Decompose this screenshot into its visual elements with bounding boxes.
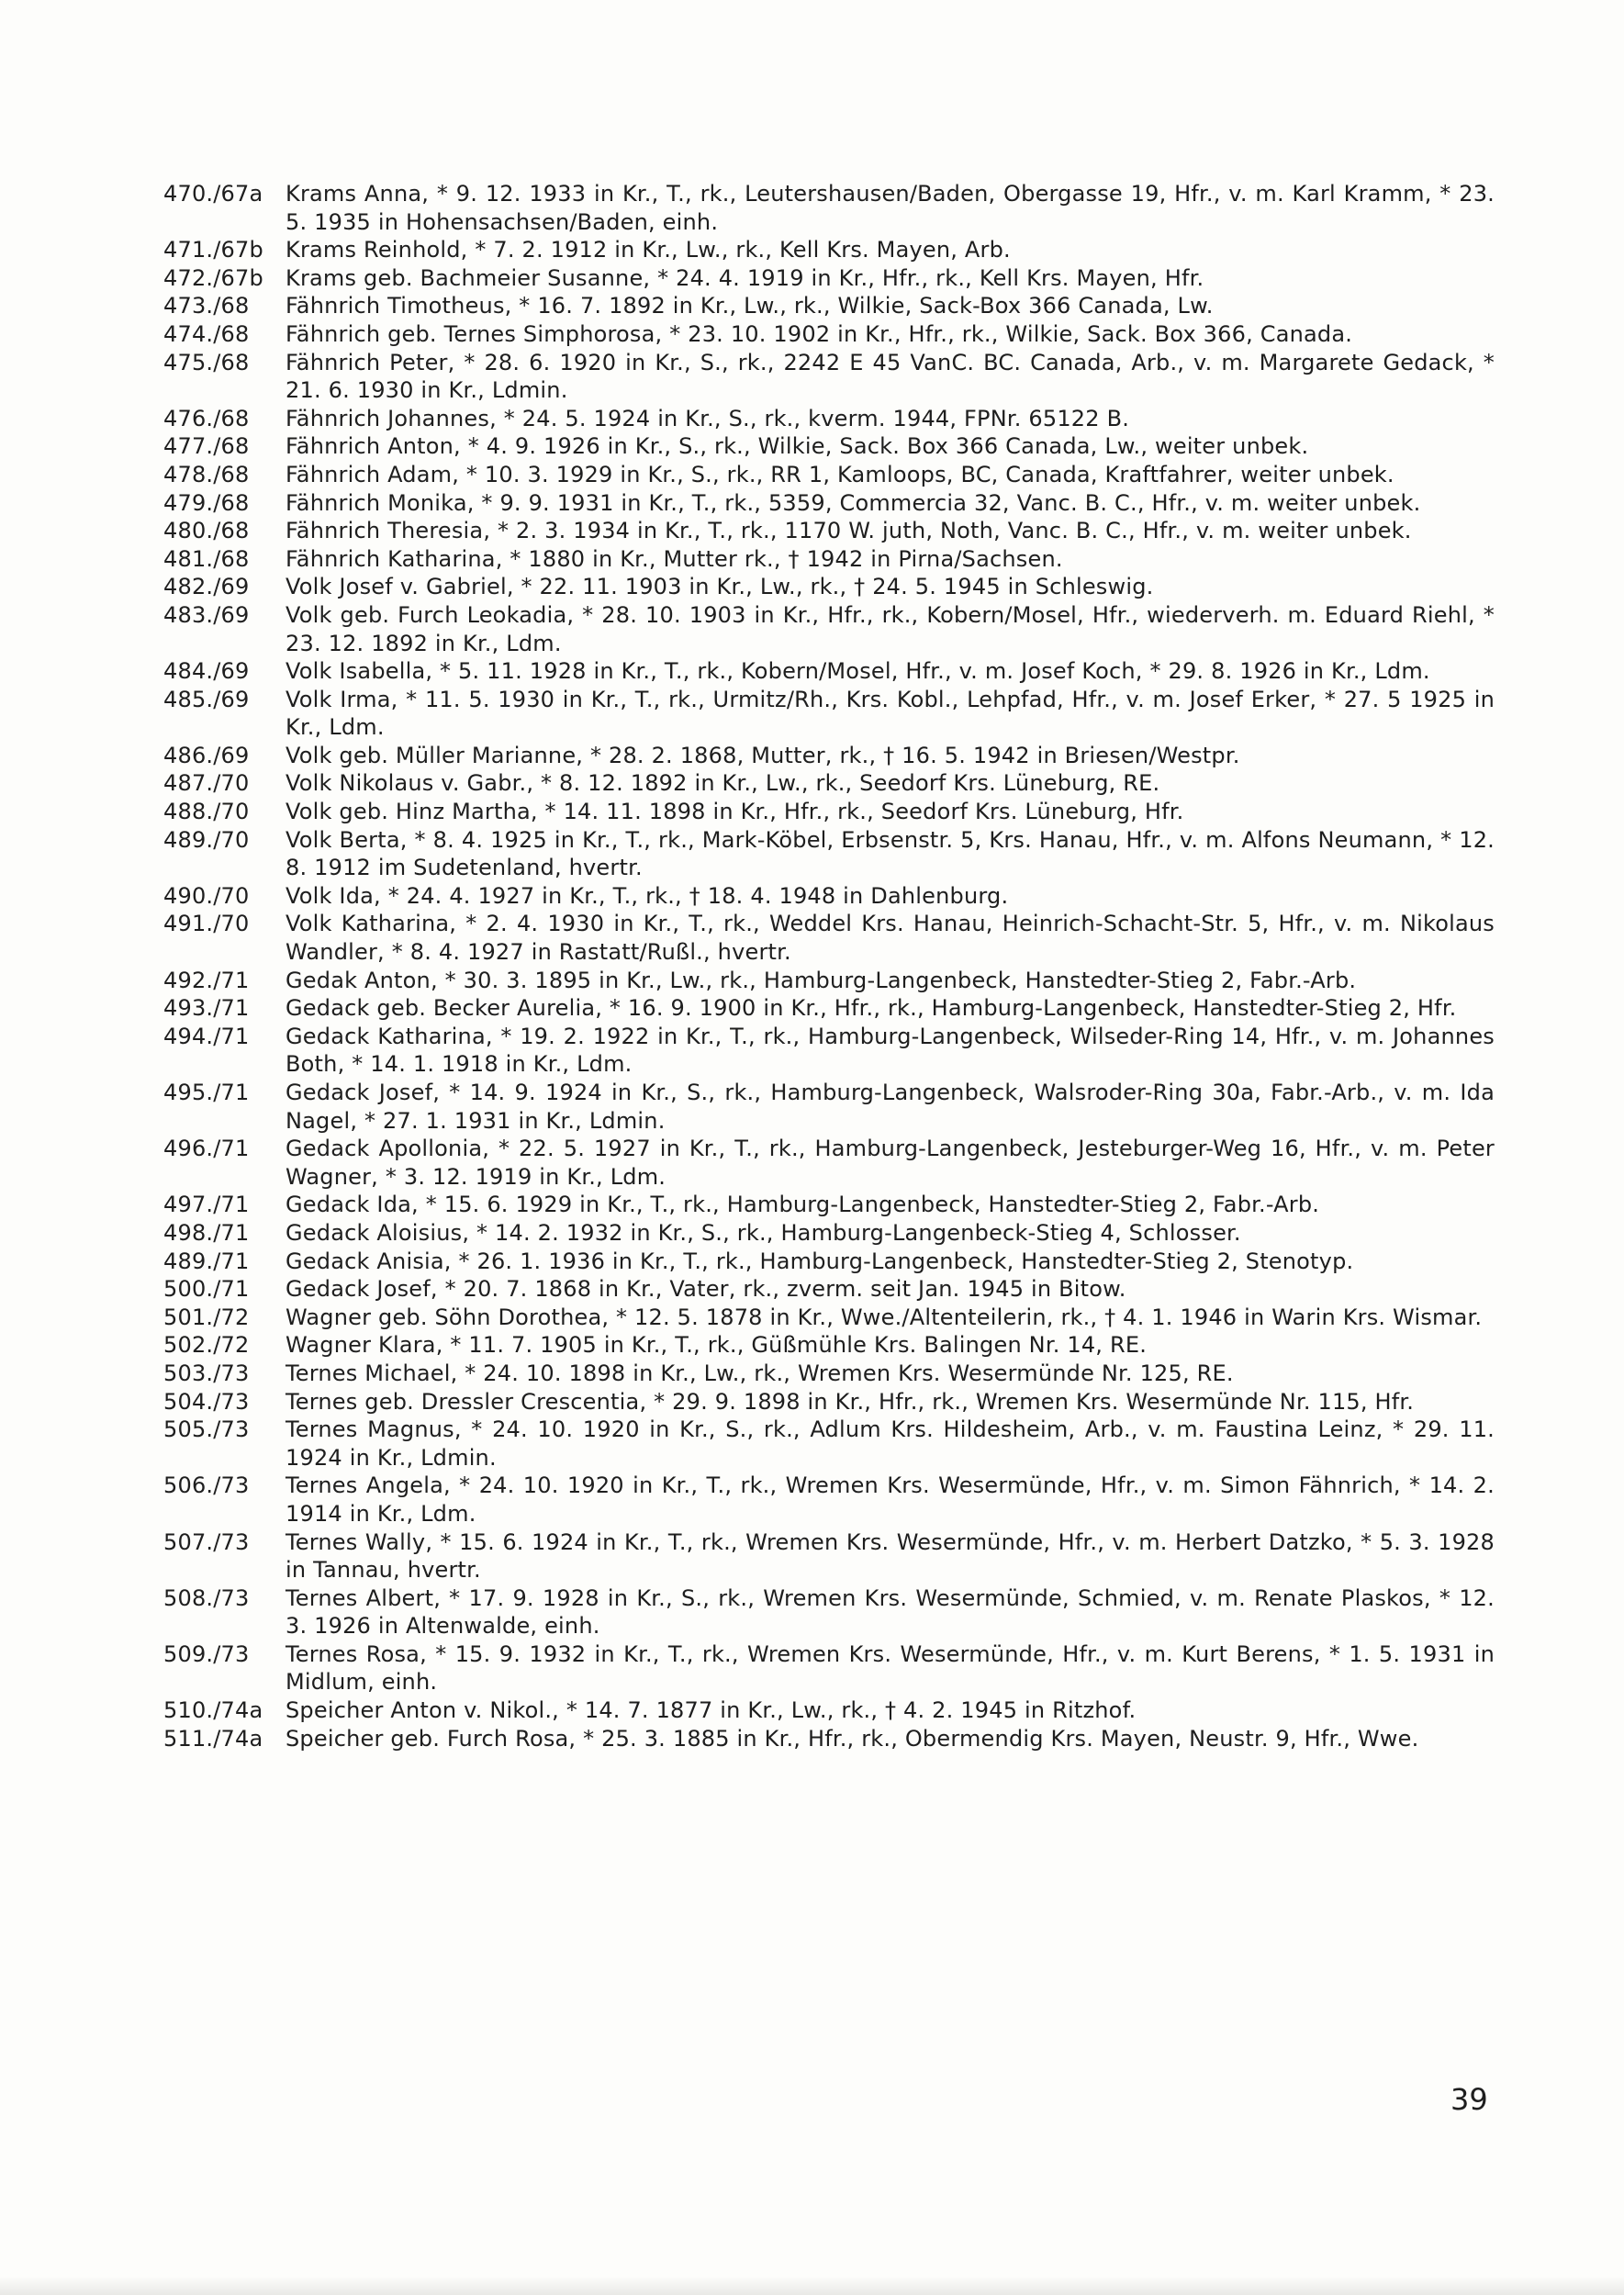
entry-text: Ternes Michael, * 24. 10. 1898 in Kr., Lw., rk., Wremen Krs. Wesermünde Nr. 125, RE. bbox=[286, 1360, 1234, 1386]
entry-text: Ternes Wally, * 15. 6. 1924 in Kr., T., rk., Wremen Krs. Wesermünde, Hfr., v. m. Herbert Datzko, * 5. 3. 1928 in Tannau, hvertr. bbox=[286, 1528, 1495, 1584]
entry-text: Fähnrich Adam, * 10. 3. 1929 in Kr., S., rk., RR 1, Kamloops, BC, Canada, Kraftfahrer, weiter unbek. bbox=[286, 461, 1394, 487]
entry-text: Gedack Josef, * 20. 7. 1868 in Kr., Vater, rk., zverm. seit Jan. 1945 in Bitow. bbox=[286, 1276, 1126, 1303]
list-item bbox=[163, 1304, 1495, 1332]
entry-text: Volk geb. Müller Marianne, * 28. 2. 1868, Mutter, rk., † 16. 5. 1942 in Briesen/Westpr. bbox=[286, 742, 1240, 768]
list-item bbox=[163, 742, 1495, 770]
entry-number: 496./71 bbox=[163, 1136, 250, 1162]
list-item bbox=[163, 910, 1495, 966]
list-item bbox=[163, 489, 1495, 518]
entry-number: 492./71 bbox=[163, 967, 250, 993]
entry-text: Volk Josef v. Gabriel, * 22. 11. 1903 in Kr., Lw., rk., † 24. 5. 1945 in Schleswig. bbox=[286, 574, 1154, 600]
entry-text: Wagner geb. Söhn Dorothea, * 12. 5. 1878 in Kr., Wwe./Altenteilerin, rk., † 4. 1. 1946 in Warin Krs. Wismar. bbox=[286, 1304, 1483, 1330]
entry-number: 478./68 bbox=[163, 461, 250, 487]
list-item bbox=[163, 1388, 1495, 1416]
entry-number: 511./74a bbox=[163, 1725, 263, 1752]
list-item bbox=[163, 657, 1495, 686]
entry-list bbox=[163, 180, 1495, 1752]
entry-number: 497./71 bbox=[163, 1192, 250, 1218]
list-item bbox=[163, 1331, 1495, 1360]
entry-text: Volk Berta, * 8. 4. 1925 in Kr., T., rk., Mark-Köbel, Erbsenstr. 5, Krs. Hanau, Hfr., v. m. Alfons Neumann, * 12. 8. 1912 im Sudetenland, hvertr. bbox=[286, 826, 1495, 881]
entry-number: 481./68 bbox=[163, 545, 250, 572]
entry-text: Fähnrich Monika, * 9. 9. 1931 in Kr., T., rk., 5359, Commercia 32, Vanc. B. C., Hfr., v. m. weiter unbek. bbox=[286, 489, 1421, 516]
list-item bbox=[163, 1275, 1495, 1304]
list-item bbox=[163, 1528, 1495, 1584]
entry-text: Volk Ida, * 24. 4. 1927 in Kr., T., rk., † 18. 4. 1948 in Dahlenburg. bbox=[286, 882, 1009, 909]
list-item bbox=[163, 236, 1495, 264]
entry-number: 495./71 bbox=[163, 1080, 250, 1105]
list-item bbox=[163, 461, 1495, 489]
list-item bbox=[163, 1135, 1495, 1191]
list-item bbox=[163, 798, 1495, 826]
entry-text: Speicher geb. Furch Rosa, * 25. 3. 1885 in Kr., Hfr., rk., Obermendig Krs. Mayen, Neustr. 9, Hfr., Wwe. bbox=[286, 1725, 1419, 1752]
entry-number: 500./71 bbox=[163, 1276, 250, 1303]
list-item bbox=[163, 1248, 1495, 1276]
list-item bbox=[163, 1360, 1495, 1388]
entry-number: 501./72 bbox=[163, 1304, 250, 1330]
entry-number: 488./70 bbox=[163, 799, 250, 825]
entry-number: 474./68 bbox=[163, 320, 250, 347]
page-number: 39 bbox=[1450, 2082, 1488, 2117]
entry-text: Gedack Anisia, * 26. 1. 1936 in Kr., T., rk., Hamburg-Langenbeck, Hanstedter-Stieg 2, Stenotyp. bbox=[286, 1248, 1354, 1274]
list-item bbox=[163, 545, 1495, 574]
entry-number: 502./72 bbox=[163, 1332, 250, 1359]
entry-text: Ternes Rosa, * 15. 9. 1932 in Kr., T., rk., Wremen Krs. Wesermünde, Hfr., v. m. Kurt Berens, * 1. 5. 1931 in Midlum, einh. bbox=[286, 1640, 1495, 1696]
entry-number: 493./71 bbox=[163, 995, 250, 1022]
entry-number: 494./71 bbox=[163, 1023, 250, 1049]
entry-text: Gedack Aloisius, * 14. 2. 1932 in Kr., S., rk., Hamburg-Langenbeck-Stieg 4, Schlosser. bbox=[286, 1219, 1241, 1246]
entry-text: Gedack Josef, * 14. 9. 1924 in Kr., S., rk., Hamburg-Langenbeck, Walsroder-Ring 30a, Fabr.-Arb., v. m. Ida Nagel, * 27. 1. 1931 in Kr., Ldmin. bbox=[286, 1080, 1495, 1134]
list-item bbox=[163, 264, 1495, 293]
entry-number: 480./68 bbox=[163, 518, 250, 544]
list-item bbox=[163, 1023, 1495, 1079]
entry-text: Fähnrich geb. Ternes Simphorosa, * 23. 10. 1902 in Kr., Hfr., rk., Wilkie, Sack. Box 366, Canada. bbox=[286, 320, 1353, 347]
entry-text: Volk Irma, * 11. 5. 1930 in Kr., T., rk., Urmitz/Rh., Krs. Kobl., Lehpfad, Hfr., v. m. Josef Erker, * 27. 5 1925 in Kr., Ldm. bbox=[286, 686, 1495, 741]
list-item bbox=[163, 432, 1495, 461]
list-item bbox=[163, 686, 1495, 742]
list-item bbox=[163, 1725, 1495, 1753]
entry-number: 491./70 bbox=[163, 911, 250, 937]
entry-text: Ternes Albert, * 17. 9. 1928 in Kr., S., rk., Wremen Krs. Wesermünde, Schmied, v. m. Renate Plaskos, * 12. 3. 1926 in Altenwalde, einh. bbox=[286, 1584, 1495, 1640]
entry-number: 507./73 bbox=[163, 1528, 250, 1555]
entry-text: Ternes Magnus, * 24. 10. 1920 in Kr., S., rk., Adlum Krs. Hildesheim, Arb., v. m. Faustina Leinz, * 29. 11. 1924 in Kr., Ldmin. bbox=[286, 1416, 1495, 1471]
list-item bbox=[163, 349, 1495, 405]
entry-number: 489./70 bbox=[163, 826, 250, 853]
entry-text: Volk geb. Furch Leokadia, * 28. 10. 1903 in Kr., Hfr., rk., Kobern/Mosel, Hfr., wiederverh. m. Eduard Riehl, * 23. 12. 1892 in Kr., Ldm. bbox=[286, 601, 1495, 656]
entry-text: Gedack Apollonia, * 22. 5. 1927 in Kr., T., rk., Hamburg-Langenbeck, Jesteburger-Weg 16, Hfr., v. m. Peter Wagner, * 3. 12. 1919 in Kr., Ldm. bbox=[286, 1136, 1495, 1190]
entry-text: Fähnrich Theresia, * 2. 3. 1934 in Kr., T., rk., 1170 W. juth, Noth, Vanc. B. C., Hfr., v. m. weiter unbek. bbox=[286, 518, 1412, 544]
list-item bbox=[163, 405, 1495, 433]
entry-text: Fähnrich Timotheus, * 16. 7. 1892 in Kr., Lw., rk., Wilkie, Sack-Box 366 Canada, Lw. bbox=[286, 293, 1214, 319]
list-item bbox=[163, 601, 1495, 657]
entry-number: 490./70 bbox=[163, 882, 250, 909]
entry-text: Ternes Angela, * 24. 10. 1920 in Kr., T., rk., Wremen Krs. Wesermünde, Hfr., v. m. Simon Fähnrich, * 14. 2. 1914 in Kr., Ldm. bbox=[286, 1472, 1495, 1527]
entry-text: Speicher Anton v. Nikol., * 14. 7. 1877 in Kr., Lw., rk., † 4. 2. 1945 in Ritzhof. bbox=[286, 1697, 1137, 1724]
entry-number: 471./67b bbox=[163, 237, 263, 263]
entry-number: 473./68 bbox=[163, 293, 250, 319]
entry-text: Krams Anna, * 9. 12. 1933 in Kr., T., rk., Leutershausen/Baden, Obergasse 19, Hfr., v. m. Karl Kramm, * 23. 5. 1935 in Hohensachsen/Baden, einh. bbox=[286, 181, 1495, 235]
list-item bbox=[163, 573, 1495, 601]
entry-text: Fähnrich Peter, * 28. 6. 1920 in Kr., S., rk., 2242 E 45 VanC. BC. Canada, Arb., v. m. Margarete Gedack, * 21. 6. 1930 in Kr., Ldmin. bbox=[286, 349, 1495, 404]
entry-text: Krams geb. Bachmeier Susanne, * 24. 4. 1919 in Kr., Hfr., rk., Kell Krs. Mayen, Hfr. bbox=[286, 264, 1204, 291]
entry-number: 498./71 bbox=[163, 1219, 250, 1246]
list-item bbox=[163, 320, 1495, 349]
entry-number: 506./73 bbox=[163, 1472, 250, 1499]
entry-number: 482./69 bbox=[163, 574, 250, 600]
list-item bbox=[163, 1219, 1495, 1248]
list-item bbox=[163, 994, 1495, 1023]
entry-text: Fähnrich Katharina, * 1880 in Kr., Mutter rk., † 1942 in Pirna/Sachsen. bbox=[286, 545, 1063, 572]
entry-number: 472./67b bbox=[163, 264, 263, 291]
entry-number: 486./69 bbox=[163, 742, 250, 768]
entry-number: 477./68 bbox=[163, 433, 250, 460]
entry-text: Wagner Klara, * 11. 7. 1905 in Kr., T., rk., Güßmühle Krs. Balingen Nr. 14, RE. bbox=[286, 1332, 1148, 1359]
entry-number: 509./73 bbox=[163, 1640, 250, 1667]
entry-text: Ternes geb. Dressler Crescentia, * 29. 9. 1898 in Kr., Hfr., rk., Wremen Krs. Wesermünde Nr. 115, Hfr. bbox=[286, 1388, 1415, 1415]
entry-text: Volk Katharina, * 2. 4. 1930 in Kr., T., rk., Weddel Krs. Hanau, Heinrich-Schacht-Str. 5, Hfr., v. m. Nikolaus Wandler, * 8. 4. 1927 in Rastatt/Rußl., hvertr. bbox=[286, 911, 1495, 966]
entry-number: 475./68 bbox=[163, 349, 250, 375]
entry-text: Volk Nikolaus v. Gabr., * 8. 12. 1892 in Kr., Lw., rk., Seedorf Krs. Lüneburg, RE. bbox=[286, 770, 1160, 797]
list-item bbox=[163, 1584, 1495, 1640]
entry-number: 489./71 bbox=[163, 1248, 250, 1274]
entry-text: Fähnrich Anton, * 4. 9. 1926 in Kr., S., rk., Wilkie, Sack. Box 366 Canada, Lw., weiter unbek. bbox=[286, 433, 1309, 460]
entry-number: 508./73 bbox=[163, 1584, 250, 1611]
entry-number: 503./73 bbox=[163, 1360, 250, 1386]
list-item bbox=[163, 826, 1495, 882]
entry-number: 504./73 bbox=[163, 1388, 250, 1415]
entry-number: 483./69 bbox=[163, 601, 250, 628]
entry-text: Volk Isabella, * 5. 11. 1928 in Kr., T., rk., Kobern/Mosel, Hfr., v. m. Josef Koch, * 29. 8. 1926 in Kr., Ldm. bbox=[286, 658, 1430, 685]
entry-text: Gedack Katharina, * 19. 2. 1922 in Kr., T., rk., Hamburg-Langenbeck, Wilseder-Ring 14, Hfr., v. m. Johannes Both, * 14. 1. 1918 in Kr., Ldm. bbox=[286, 1023, 1495, 1078]
list-item bbox=[163, 1191, 1495, 1219]
entry-text: Gedak Anton, * 30. 3. 1895 in Kr., Lw., rk., Hamburg-Langenbeck, Hanstedter-Stieg 2, Fabr.-Arb. bbox=[286, 967, 1357, 993]
list-item bbox=[163, 967, 1495, 995]
entry-number: 476./68 bbox=[163, 405, 250, 431]
entry-number: 505./73 bbox=[163, 1416, 250, 1443]
entry-text: Krams Reinhold, * 7. 2. 1912 in Kr., Lw., rk., Kell Krs. Mayen, Arb. bbox=[286, 237, 1011, 263]
list-item bbox=[163, 517, 1495, 545]
list-item bbox=[163, 1416, 1495, 1472]
list-item bbox=[163, 1472, 1495, 1528]
entry-text: Fähnrich Johannes, * 24. 5. 1924 in Kr., S., rk., kverm. 1944, FPNr. 65122 B. bbox=[286, 405, 1130, 431]
entry-text: Gedack geb. Becker Aurelia, * 16. 9. 1900 in Kr., Hfr., rk., Hamburg-Langenbeck, Hanstedter-Stieg 2, Hfr. bbox=[286, 995, 1457, 1022]
entry-text: Gedack Ida, * 15. 6. 1929 in Kr., T., rk., Hamburg-Langenbeck, Hanstedter-Stieg 2, Fabr.-Arb. bbox=[286, 1192, 1320, 1218]
list-item bbox=[163, 180, 1495, 236]
list-item bbox=[163, 292, 1495, 320]
list-item bbox=[163, 882, 1495, 911]
entry-number: 484./69 bbox=[163, 658, 250, 685]
entry-number: 487./70 bbox=[163, 770, 250, 797]
list-item bbox=[163, 1696, 1495, 1725]
entry-number: 470./67a bbox=[163, 181, 263, 207]
list-item bbox=[163, 1079, 1495, 1135]
entry-number: 479./68 bbox=[163, 489, 250, 516]
scan-edge bbox=[0, 2277, 1624, 2295]
list-item bbox=[163, 1640, 1495, 1696]
list-item bbox=[163, 769, 1495, 798]
entry-number: 510./74a bbox=[163, 1697, 263, 1724]
entry-text: Volk geb. Hinz Martha, * 14. 11. 1898 in Kr., Hfr., rk., Seedorf Krs. Lüneburg, Hfr. bbox=[286, 799, 1184, 825]
entry-number: 485./69 bbox=[163, 686, 250, 712]
